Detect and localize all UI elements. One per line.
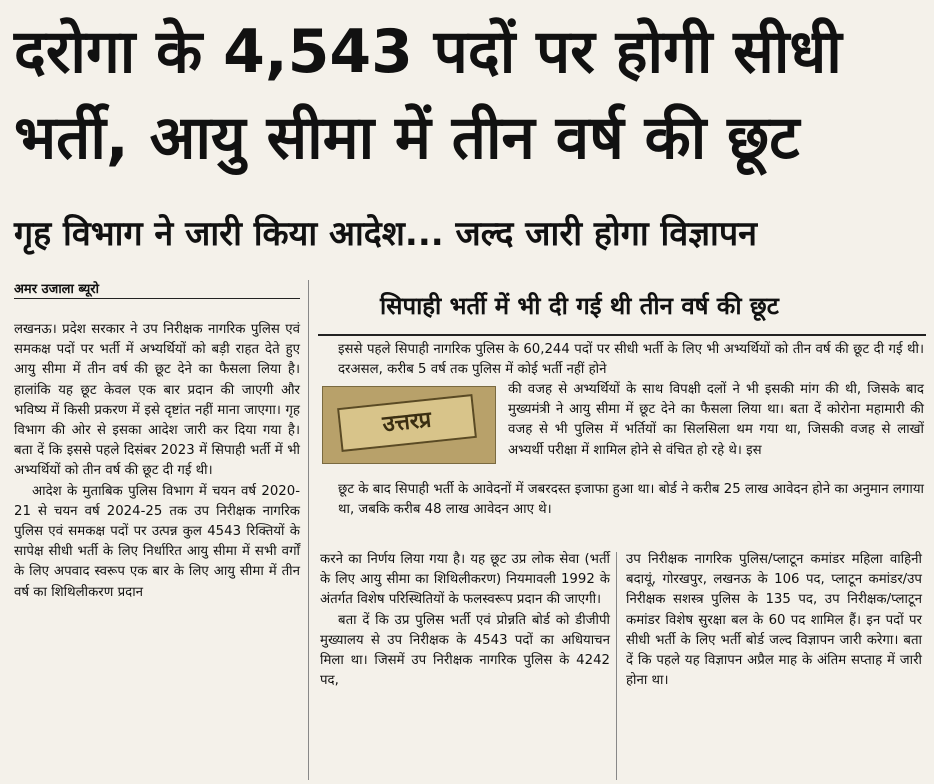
byline-rule xyxy=(14,298,300,299)
stamp-plate: उत्तरप्र xyxy=(337,394,477,452)
main-story-column-2 xyxy=(320,550,610,691)
sidebar-box-body-middle xyxy=(508,380,924,461)
headline-line-1: दरोगा के 4,543 पदों पर होगी सीधी xyxy=(14,17,842,87)
paragraph: इससे पहले सिपाही नागरिक पुलिस के 60,244 पदों पर सीधी भर्ती के लिए भी अभ्यर्थियों को तीन वर्ष की छूट दी गई थी। दरअसल, करीब 5 वर्ष तक पुलिस में कोई भर्ती नहीं होने xyxy=(338,342,924,378)
paragraph: छूट के बाद सिपाही भर्ती के आवेदनों में जबरदस्त इजाफा हुआ था। बोर्ड ने करीब 25 लाख आवेदन होने का अनुमान लगाया था, जबकि करीब 48 लाख आवेदन आए थे। xyxy=(338,482,924,518)
main-story-column-1 xyxy=(14,320,300,603)
sidebar-box-rule xyxy=(318,334,926,336)
sidebar-box-title: सिपाही भर्ती में भी दी गई थी तीन वर्ष की छूट xyxy=(380,292,779,320)
sidebar-box-body-bottom xyxy=(338,480,924,520)
column-divider xyxy=(616,552,617,780)
paragraph: करने का निर्णय लिया गया है। यह छूट उप्र लोक सेवा (भर्ती के लिए आयु सीमा का शिथिलीकरण) नियमावली 1992 के अंतर्गत विशेष परिस्थितियों के फलस्वरूप प्रदान की जाएगी। xyxy=(320,552,610,608)
subheadline: गृह विभाग ने जारी किया आदेश... जल्द जारी होगा विज्ञापन xyxy=(14,214,757,254)
uttar-pradesh-stamp-image xyxy=(322,386,496,464)
column-divider xyxy=(308,280,309,780)
paragraph: आदेश के मुताबिक पुलिस विभाग में चयन वर्ष 2020-21 से चयन वर्ष 2024-25 तक उप निरीक्षक नागरिक पुलिस एवं समकक्ष पदों पर उत्पन्न कुल 4543 रिक्तियों के सापेक्ष सीधी भर्ती के लिए निर्धारित आयु सीमा में सभी वर्गों के लिए अपवाद स्वरूप एक बार के लिए आयु सीमा में तीन वर्ष का शिथिलीकरण प्रदान xyxy=(14,483,300,600)
headline-line-2: भर्ती, आयु सीमा में तीन वर्ष की छूट xyxy=(14,103,800,173)
byline: अमर उजाला ब्यूरो xyxy=(14,282,99,297)
paragraph: की वजह से अभ्यर्थियों के साथ विपक्षी दलों ने भी इसकी मांग की थी, जिसके बाद मुख्यमंत्री ने आयु सीमा में छूट देने का फैसला लिया था। बता दें कोरोना महामारी की वजह से भी पुलिस में भर्तियों का सिलसिला थम गया था, जिसकी वजह से लाखों अभ्यर्थी परीक्षा में शामिल होने से वंचित हो रहे थे। इस xyxy=(508,382,924,458)
paragraph: लखनऊ। प्रदेश सरकार ने उप निरीक्षक नागरिक पुलिस एवं समकक्ष पदों पर भर्ती में अभ्यर्थियों को बड़ी राहत देते हुए आयु सीमा में तीन वर्ष की छूट देने का फैसला लिया है। हालांकि यह छूट केवल एक बार प्रदान की जाएगी और भविष्य में किसी प्रकरण में इसे दृष्टांत नहीं माना जाएगा। गृह विभाग की ओर से इसका आदेश जारी कर दिया गया है। बता दें कि इससे पहले दिसंबर 2023 में सिपाही भर्ती में भी अभ्यर्थियों को तीन वर्ष की छूट दी गई थी। xyxy=(14,322,300,479)
sidebar-box-body-top xyxy=(338,340,924,380)
paragraph: उप निरीक्षक नागरिक पुलिस/प्लाटून कमांडर महिला वाहिनी बदायूं, गोरखपुर, लखनऊ के 106 पद, प्लाटून कमांडर/उप निरीक्षक सशस्त्र पुलिस के 135 पद, उप निरीक्षक/प्लाटून कमांडर विशेष सुरक्षा बल के 60 पद शामिल हैं। इन पदों पर सीधी भर्ती के लिए भर्ती बोर्ड जल्द विज्ञापन जारी करेगा। बता दें कि पहले यह विज्ञापन अप्रैल माह के अंतिम सप्ताह में जारी होना था। xyxy=(626,552,922,689)
main-story-column-3 xyxy=(626,550,922,691)
paragraph: बता दें कि उप्र पुलिस भर्ती एवं प्रोन्नति बोर्ड को डीजीपी मुख्यालय से उप निरीक्षक के 4543 पदों का अधियाचन मिला था। जिसमें उप निरीक्षक नागरिक पुलिस के 4242 पद, xyxy=(320,612,610,689)
